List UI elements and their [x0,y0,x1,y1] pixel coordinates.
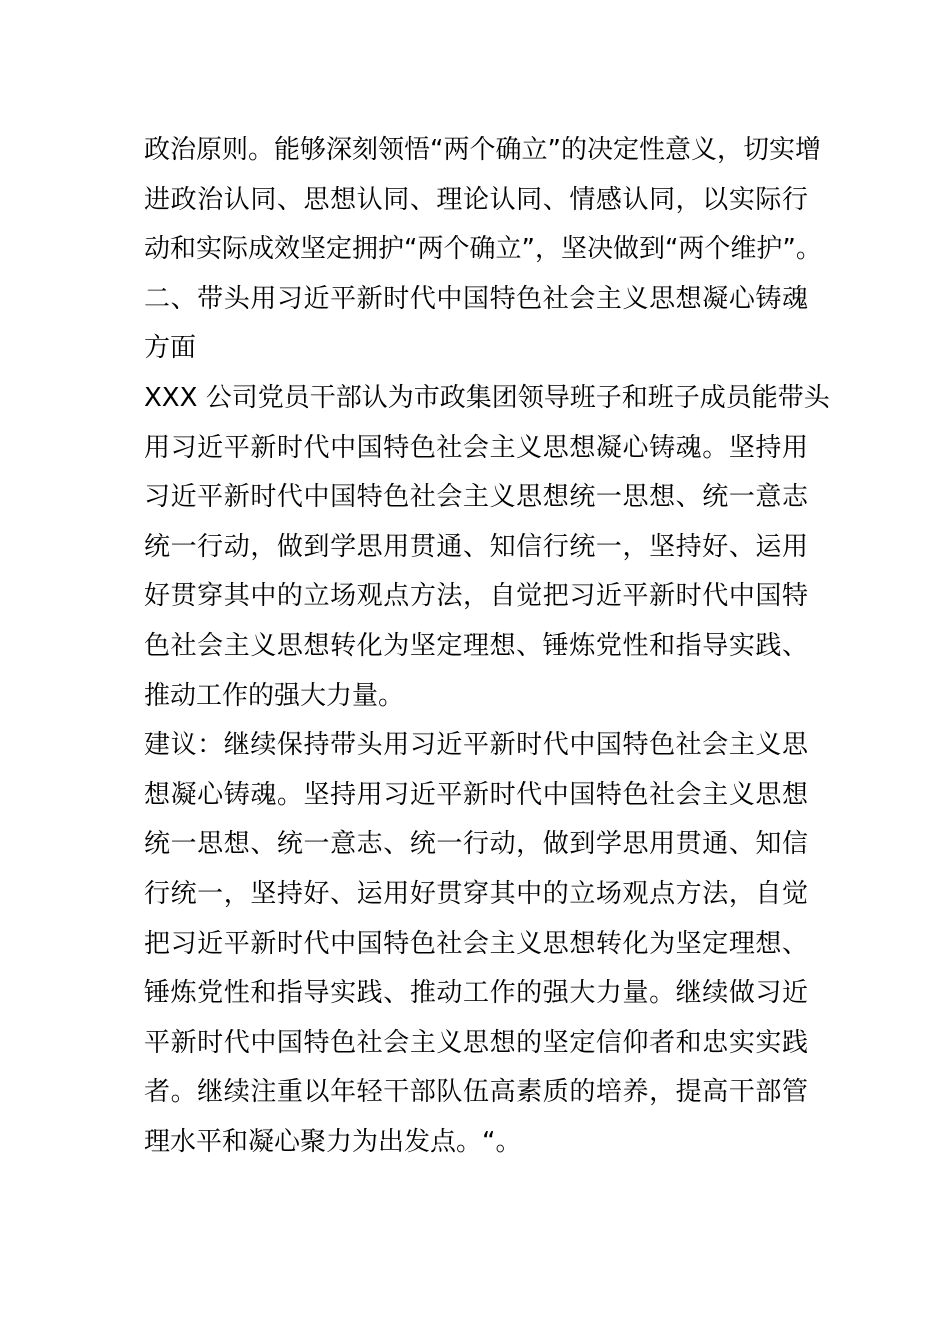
text-line: 统一思想、统一意志、统一行动，做到学思用贯通、知信 [144,829,808,860]
text-line: 锤炼党性和指导实践、推动工作的强大力量。继续做习近 [144,978,808,1009]
text-line: 推动工作的强大力量。 [144,680,405,711]
text-line: 好贯穿其中的立场观点方法，自觉把习近平新时代中国特 [144,581,808,612]
section-heading-line: 方面 [144,333,197,364]
text-line: 进政治认同、思想认同、理论认同、情感认同，以实际行 [144,184,808,215]
text-line: 统一行动，做到学思用贯通、知信行统一，坚持好、运用 [144,531,808,562]
text-line: 想凝心铸魂。坚持用习近平新时代中国特色社会主义思想 [144,779,808,810]
text-line: 政治原则。能够深刻领悟“两个确立”的决定性意义，切实增 [144,135,821,165]
text-line: XXX 公司党员干部认为市政集团领导班子和班子成员能带头 [144,382,830,413]
text-line: 习近平新时代中国特色社会主义思想统一思想、统一意志 [144,482,808,513]
text-line: 者。继续注重以年轻干部队伍高素质的培养，提高干部管 [144,1077,808,1108]
text-line: 行统一，坚持好、运用好贯穿其中的立场观点方法，自觉 [144,878,808,909]
document-body [144,126,830,1167]
text-line: 建议：继续保持带头用习近平新时代中国特色社会主义思 [144,730,808,761]
text-line: 用习近平新时代中国特色社会主义思想凝心铸魂。坚持用 [144,432,808,463]
text-line: 色社会主义思想转化为坚定理想、锤炼党性和指导实践、 [144,630,808,661]
section-heading-line: 二、带头用习近平新时代中国特色社会主义思想凝心铸魂 [144,283,808,314]
text-line: 动和实际成效坚定拥护“两个确立”，坚决做到“两个维护”。 [144,234,822,265]
text-line: 把习近平新时代中国特色社会主义思想转化为坚定理想、 [144,928,808,959]
text-line: 理水平和凝心聚力为出发点。“。 [144,1126,522,1157]
text-line: 平新时代中国特色社会主义思想的坚定信仰者和忠实实践 [144,1027,808,1058]
